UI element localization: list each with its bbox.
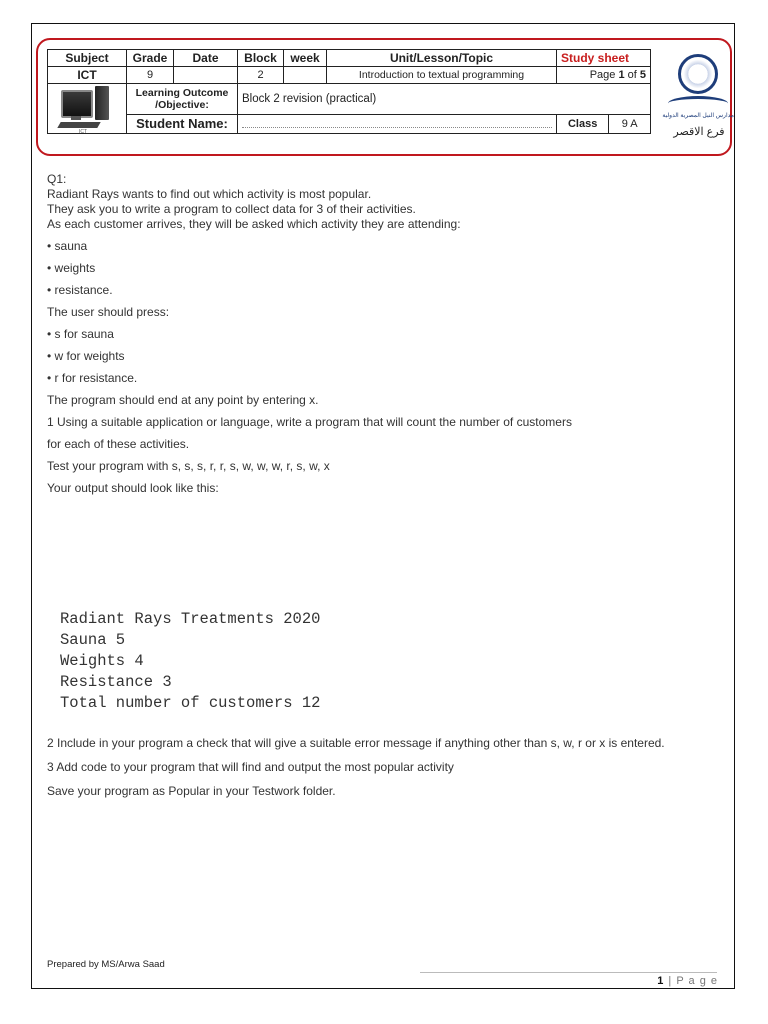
learning-outcome-label: Learning Outcome /Objective: [127, 84, 238, 115]
student-name-label: Student Name: [127, 115, 238, 134]
prepared-by: Prepared by MS/Arwa Saad [47, 959, 165, 970]
outcome-row [48, 84, 651, 115]
output-intro: Your output should look like this: [47, 481, 219, 495]
grade-value: 9 [127, 67, 174, 84]
press-intro: The user should press: [47, 305, 170, 319]
pc-icon-label: ICT [79, 129, 88, 135]
week-label: week [284, 50, 327, 67]
task1-line-2: for each of these activities. [47, 437, 190, 451]
open-book-icon [668, 96, 728, 111]
activity-resistance: • resistance. [47, 283, 113, 297]
intro-line-2: They ask you to write a program to collect data for 3 of their activities. [47, 202, 416, 216]
school-logo [662, 52, 734, 138]
header-table [47, 49, 651, 134]
end-text: The program should end at any point by entering x. [47, 393, 319, 407]
student-name-dots [242, 117, 552, 128]
page-of: of [624, 69, 640, 81]
study-sheet-label: Study sheet [557, 50, 651, 67]
output-line-1: Radiant Rays Treatments 2020 [60, 610, 321, 628]
learning-outcome-value: Block 2 revision (practical) [238, 84, 651, 115]
pc-icon-cell [48, 84, 127, 134]
computer-icon [57, 86, 117, 135]
class-label: Class [557, 115, 609, 134]
activity-weights: • weights [47, 261, 96, 275]
page-border [31, 23, 735, 989]
block-value: 2 [238, 67, 284, 84]
class-value: 9 A [609, 115, 651, 134]
block-label: Block [238, 50, 284, 67]
task2: 2 Include in your program a check that will give a suitable error message if anything other than s, w, r or x is entered. [47, 736, 665, 750]
page-indicator [557, 67, 651, 84]
subject-value: ICT [48, 67, 127, 84]
footer-divider [420, 972, 717, 973]
topic-value: Introduction to textual programming [327, 67, 557, 84]
question-number: Q1: [47, 172, 67, 186]
output-line-2: Sauna 5 [60, 631, 126, 649]
page-total: 5 [639, 69, 646, 81]
task3: 3 Add code to your program that will find and output the most popular activity [47, 760, 454, 774]
branch-name: فرع الاقصر [673, 126, 725, 138]
page-footer [657, 975, 718, 987]
date-value [174, 67, 238, 84]
save-instruction: Save your program as Popular in your Testwork folder. [47, 784, 336, 798]
date-label: Date [174, 50, 238, 67]
header-values-row [48, 67, 651, 84]
output-line-5: Total number of customers 12 [60, 694, 321, 712]
week-value [284, 67, 327, 84]
school-seal-icon [678, 54, 718, 94]
activity-sauna: • sauna [47, 239, 88, 253]
footer-page-word: | P a g e [664, 975, 718, 987]
intro-line-3: As each customer arrives, they will be asked which activity they are attending: [47, 217, 461, 231]
student-row [48, 115, 651, 134]
test-line: Test your program with s, s, s, r, r, s, w, w, w, r, s, w, x [47, 459, 330, 473]
topic-label: Unit/Lesson/Topic [327, 50, 557, 67]
header-labels-row [48, 50, 651, 67]
intro-line-1: Radiant Rays wants to find out which activity is most popular. [47, 187, 372, 201]
key-s: • s for sauna [47, 327, 114, 341]
output-line-4: Resistance 3 [60, 673, 172, 691]
student-name-field[interactable] [238, 115, 557, 134]
question-body [47, 172, 717, 496]
page-num: 1 [618, 69, 625, 81]
task1-line-1: 1 Using a suitable application or language, write a program that will count the number of customers [47, 415, 572, 429]
key-w: • w for weights [47, 349, 125, 363]
output-line-3: Weights 4 [60, 652, 144, 670]
key-r: • r for resistance. [47, 371, 138, 385]
tasks [47, 736, 717, 806]
sample-output [60, 609, 320, 714]
school-name: مدارس النيل المصرية الدولية [662, 113, 734, 119]
footer-page-number: 1 [657, 975, 665, 987]
grade-label: Grade [127, 50, 174, 67]
subject-label: Subject [48, 50, 127, 67]
page-prefix: Page [589, 69, 619, 81]
